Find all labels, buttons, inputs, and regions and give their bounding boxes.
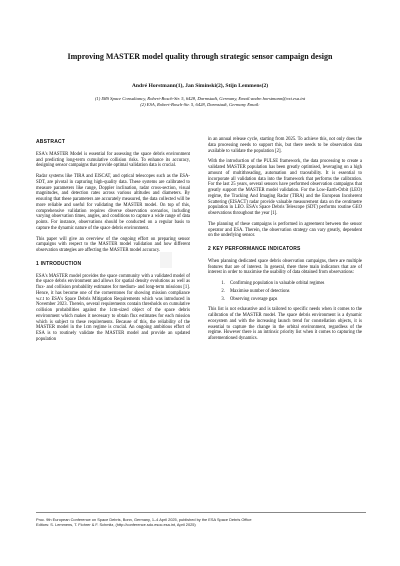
introduction-paragraph: ESA's MASTER model provides the space community with a validated model of the space debris environment and allows for spatial density evolutions as well as flux- and collision probability estimates for medium- and long-term missions [1]. Hence, it has become one of the cornerstones for showing mission compliance w.r.t to ESA's Space Debris Mitigation Requirements which was introduced in November 2023. Therein, several requirements contain thresholds on cumulative collision probabilities against the 1cm-sized object of the space debris environment which makes it necessary to obtain flux estimates for each mission which is subject to these requirements. Because of this, the reliability of the MASTER model in the 1cm regime is crucial. An ongoing ambitious effort of ESA is to routinely validate the MASTER model and provide an updated population [36, 273, 190, 342]
body-paragraph: The planning of these campaigns is performed in agreement between the sensor operator and ESA. Therein, the observation strategy can vary greatly, dependent on the underlying sensor. [208, 221, 362, 239]
kpi-intro-paragraph: When planning dedicated space debris observation campaigns, there are multiple features that are of interest. In general, there three main indicators that are of interest in order to maximise the usability of data obtained from observations: [208, 258, 362, 276]
kpi-item: 1. Confirming population in valuable orbital regimes [226, 281, 362, 287]
paper-title: Improving MASTER model quality through strategic sensor campaign design [67, 52, 333, 61]
author-line: André Horstmann(1), Jan Siminski(2), Stijn Lemmens(2) [131, 83, 269, 89]
kpi-after-paragraph: This list is not exhaustive and is tailored to specific needs when it comes to the calibration of the MASTER model. The space debris environment is a dynamic ecosystem and with the increasing launch trend for constellation objects, it is essential to capture the change in the orbital environment, regardless of the regime. However there is an intrinsic priority list when it comes to capturing the aforementioned dynamics. [208, 307, 362, 341]
affiliation-1: (1) IMS Space Consultancy, Robert-Bosch-Str. 5, 6428, Darmstadt, Germany, Email:andre.horstmann@ext.esa.int [94, 96, 306, 101]
abstract-paragraph: This paper will give an overview of the ongoing effort on preparing sensor campaigns with respect to the MASTER model validation and how different observation strategies are affecting the MASTER model accuracy. [36, 236, 190, 253]
affiliation-2: (2) ESA, Robert-Bosch-Str. 5, 6428, Darmstadt, Germany Email: [140, 102, 260, 107]
right-column [208, 137, 362, 347]
kpi-item: 2. Maximise number of detections [226, 289, 362, 295]
footer-line: Editors: S. Lemmens, T. Flohrer & F. Schmitz, (http://conference.sdo.esoc.esa.int, April 2025) [36, 522, 196, 527]
body-paragraph: in an annual release cycle, starting from 2025. To achieve this, not only does the data processing needs to support this, but there needs to be observation data available to validate the population [2]. [208, 137, 362, 154]
left-column [36, 140, 190, 348]
introduction-heading: 1 INTRODUCTION [36, 260, 82, 267]
footer [36, 517, 366, 527]
footer-line: Proc. 9th European Conference on Space Debris, Bonn, Germany, 1–4 April 2025, published by the ESA Space Debris Office [36, 517, 252, 522]
abstract-paragraph: Radar systems like TIRA and EISCAT, and optical telescopes such as the ESA-SDT, are pivotal in capturing high-quality data. These systems are calibrated to measure parameters like range, Doppler inclination, radar cross-section, visual magnitudes, and detection rates across various altitudes and diameters. By ensuring that these parameters are accurately measured, the data collected will be more reliable and useful for validating the MASTER model. On top of this, comprehensive validation requires diverse observation scenarios, including varying observation times, angles, and conditions to capture a wide range of data points. For instance, observations should be conducted on a regular basis to capture the dynamic nature of the space debris environment. [36, 174, 190, 231]
abstract-heading: ABSTRACT [36, 139, 66, 145]
scan-artifact [160, 252, 172, 268]
body-paragraph: With the introduction of the PULSE framework, the data processing to create a validated MASTER population has been greatly optimised, leveraging on a high amount of multithreading, automation and traceability. It is essential to incorporate all validation data into the framework that performs the calibration. For the last 25 years, several sensors have performed observation campaigns that greatly support the MASTER model validation. For the Low-Earth-Orbit (LEO) regime, the Tracking And Imaging Radar (TIRA) and the European Incoherent Scattering (EISACT) radar provide valuable measurement data on the centimetre population in LEO. ESA's Space Debris Telescope (SDT) performs routine GEO observations throughout the year [1]. [208, 159, 362, 216]
kpi-heading: 2 KEY PERFORMANCE INDICATORS [208, 246, 301, 252]
footer-divider [36, 512, 366, 513]
kpi-list [208, 281, 362, 302]
kpi-item: 3. Observing coverage gaps [226, 297, 362, 303]
abstract-paragraph: ESA's MASTER Model is essential for assessing the space debris environment and predicting long-term cumulative collision risks. To enhance its accuracy, designing sensor campaigns that provide optimal validation data is crucial. [36, 151, 190, 169]
